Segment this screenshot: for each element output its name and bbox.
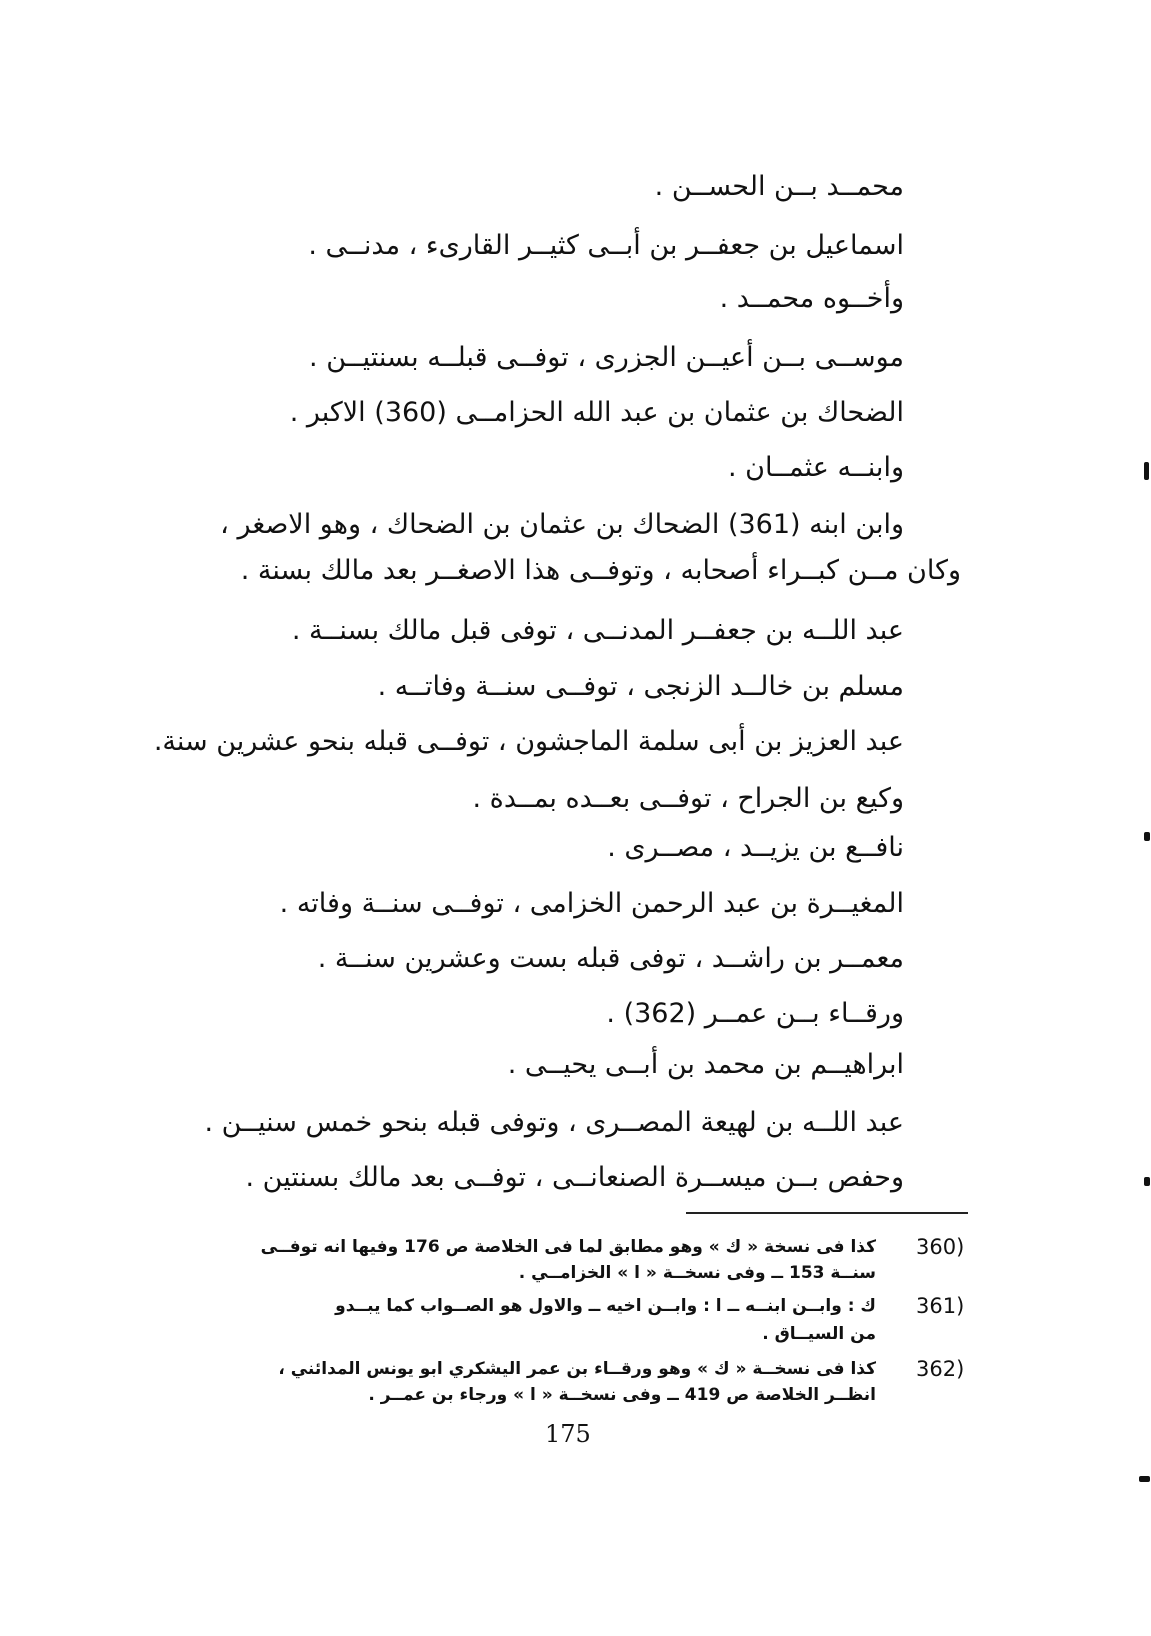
footnote-line: سنــة 153 ــ وفى نسخــة « ا » الخزامــي . [518,1263,876,1283]
body-line-10: مسلم بن خالــد الزنجى ، توفــى سنــة وفاتــه . [377,671,904,702]
scan-edge-mark [1139,1476,1150,1482]
body-line-8: وكان مــن كبــراء أصحابه ، وتوفــى هذا الاصغــر بعد مالك بسنة . [240,555,961,586]
body-line-3: وأخــوه محمــد . [719,283,904,314]
body-line-7: وابن ابنه (361) الضحاك بن عثمان بن الضحاك ، وهو الاصغر ، [220,509,904,540]
body-line-6: وابنــه عثمــان . [728,452,904,483]
footnote-line: انظــر الخلاصة ص 419 ــ وفى نسخــة « ا » ورجاء بن عمــر . [368,1385,876,1405]
footnote-separator [686,1212,968,1214]
body-line-1: محمــد بــن الحســن . [654,171,904,202]
scan-edge-mark [1144,832,1150,841]
footnote-line: من السيــاق . [762,1324,876,1344]
footnote-number: 361) [916,1294,965,1318]
footnote-line: كذا فى نسخة « ك » وهو مطابق لما فى الخلاصة ص 176 وفيها انه توفــى [260,1237,876,1257]
scan-edge-mark [1144,462,1149,480]
body-line-5: الضحاك بن عثمان بن عبد الله الحزامــى (360) الاكبر . [289,397,904,428]
footnote-number: 360) [916,1235,965,1259]
body-line-14: المغيــرة بن عبد الرحمن الخزامى ، توفــى سنــة وفاته . [279,888,904,919]
body-line-16: ورقــاء بــن عمــر (362) . [606,998,904,1029]
body-line-12: وكيع بن الجراح ، توفــى بعــده بمــدة . [472,783,904,814]
footnote-line: ك : وابــن ابنــه ــ ا : وابــن اخيه ــ والاول هو الصــواب كما يبــدو [335,1296,876,1316]
page-number: 175 [545,1420,591,1448]
body-line-13: نافــع بن يزيــد ، مصــرى . [607,832,904,863]
scan-edge-mark [1144,1177,1150,1186]
body-line-18: عبد اللــه بن لهيعة المصــرى ، وتوفى قبله بنحو خمس سنيــن . [204,1107,904,1138]
body-line-9: عبد اللــه بن جعفــر المدنــى ، توفى قبل مالك بسنــة . [291,615,904,646]
body-line-15: معمــر بن راشــد ، توفى قبله بست وعشرين سنــة . [317,943,904,974]
body-line-4: موســى بــن أعيــن الجزرى ، توفــى قبلــه بسنتيــن . [309,342,904,373]
footnote-line: كذا فى نسخــة « ك » وهو ورقــاء بن عمر اليشكري ابو يونس المدائني ، [278,1359,876,1379]
body-line-11: عبد العزيز بن أبى سلمة الماجشون ، توفــى قبله بنحو عشرين سنة. [153,726,904,757]
body-line-19: وحفص بــن ميســرة الصنعانــى ، توفــى بعد مالك بسنتين . [245,1162,904,1193]
body-line-2: اسماعيل بن جعفــر بن أبــى كثيــر القارىء ، مدنــى . [308,230,904,261]
body-line-17: ابراهيــم بن محمد بن أبــى يحيــى . [507,1049,904,1080]
footnote-number: 362) [916,1357,965,1381]
